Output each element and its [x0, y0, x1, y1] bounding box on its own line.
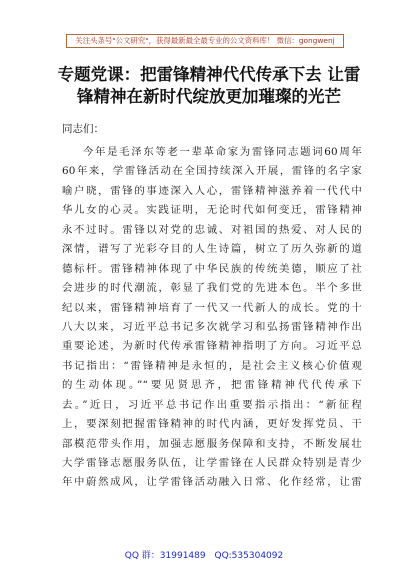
title-line: 专题党课：把雷锋精神代代传承下去 让雷 [57, 65, 361, 84]
body-line: 会进步的时代潮流，彰显了我们党的先进本色。半个多世 [62, 282, 362, 295]
title-line: 锋精神在新时代绽放更加璀璨的光芒 [77, 87, 341, 106]
body-line: 大学雷锋志愿服务队伍，让学雷锋在人民群众特别是青少 [62, 457, 362, 469]
body-line: 纪以来，雷锋精神培育了一代又一代新人的成长。党的十 [62, 301, 362, 314]
qq-group-link[interactable]: QQ 群：31991489 [124, 551, 206, 561]
qq-contact-link[interactable]: QQ:535304092 [214, 551, 284, 561]
body-line: 上，要深刻把握雷锋精神的时代内涵，更好发挥党员、干 [62, 418, 362, 431]
body-line: 八大以来，习近平总书记多次就学习和弘扬雷锋精神作出 [62, 320, 362, 333]
body-line: 重要论述，为新时代传承雷锋精神指明了方向。习近平总 [62, 340, 362, 353]
body-line: 德标杆。雷锋精神体现了中华民族的传统美德，顺应了社 [62, 262, 362, 275]
body-line: 永不过时。雷锋以对党的忠诚、对祖国的热爱、对人民的 [62, 223, 362, 236]
body-line: 今年是毛泽东等老一辈革命家为雷锋同志题词60周年 [83, 146, 362, 158]
body-line: 年中蔚然成风，让学雷锋活动融入日常、化作经常，让雷 [62, 476, 362, 489]
body-line: 喻户晓，雷锋的事迹深入人心，雷锋精神滋养着一代代中 [62, 184, 362, 197]
page-footer [0, 548, 408, 561]
document-title [48, 64, 370, 108]
body-line: 华儿女的心灵。实践证明，无论时代如何变迁，雷锋精神 [62, 204, 362, 217]
body-line: 的生动体现。”“要见贤思齐，把雷锋精神代代传承下 [62, 379, 362, 392]
promo-banner: 关注头条号"公文研究"，获得最新最全最专业的公文资料库！ 微信：gongwenj [66, 34, 344, 48]
body-line: 60年来，学雷锋活动在全国持续深入开展，雷锋的名字家 [62, 165, 362, 178]
body-line: 深情，谱写了光彩夺目的人生诗篇，树立了历久弥新的道 [62, 243, 362, 256]
document-body [62, 143, 362, 493]
body-line: 去。”近日，习近平总书记作出重要指示指出：“新征程 [62, 398, 362, 411]
salutation: 同志们： [62, 123, 104, 135]
body-line: 部模范带头作用，加强志愿服务保障和支持，不断发展壮 [62, 437, 362, 450]
body-line: 书记指出：“雷锋精神是永恒的，是社会主义核心价值观 [62, 359, 362, 372]
